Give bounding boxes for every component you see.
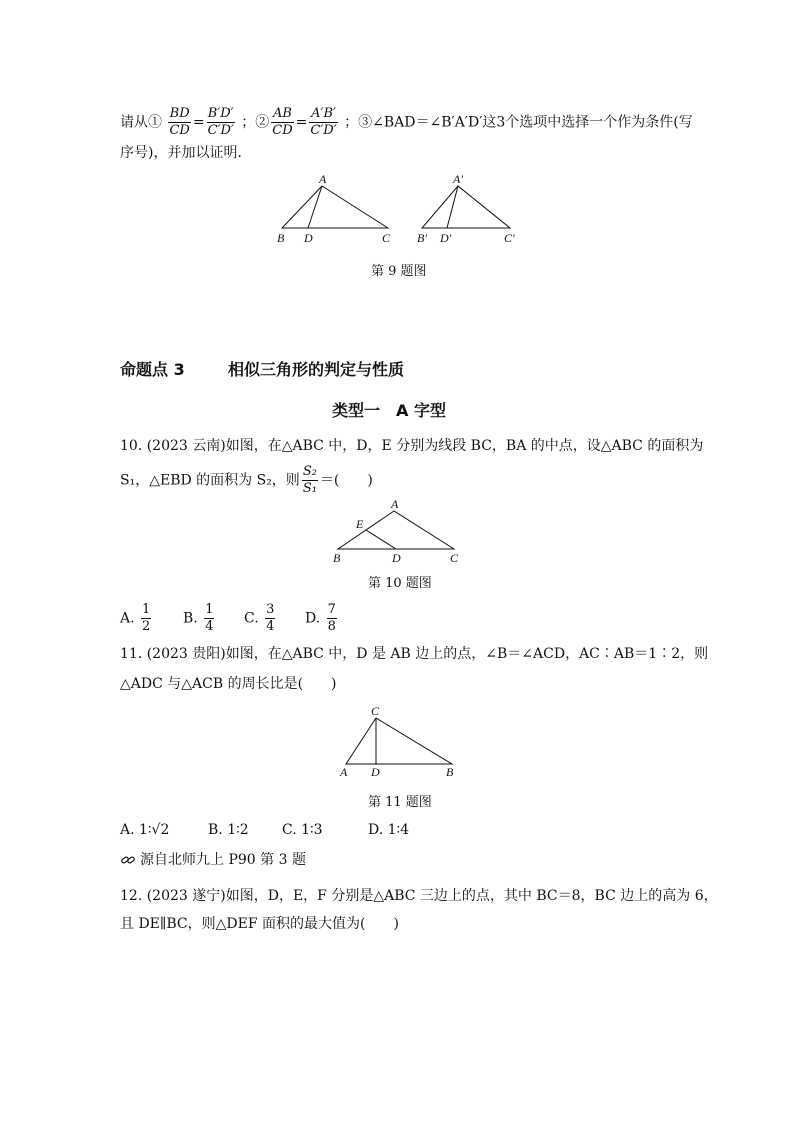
label-d: D <box>304 231 313 245</box>
option-frac <box>141 602 151 635</box>
q11-option-c[interactable]: C. 1∶3 <box>282 822 323 838</box>
segment-ad <box>308 186 322 228</box>
label-b-prime: B′ <box>417 231 427 245</box>
option-label: A. <box>120 610 135 627</box>
triangle-abc <box>346 718 452 764</box>
q11-source-note <box>120 850 306 870</box>
label-c: C <box>382 231 391 245</box>
q10-option-a[interactable] <box>120 602 153 635</box>
label-d-prime: D′ <box>440 231 452 245</box>
q10-ratio-frac <box>302 464 318 497</box>
label-a: A <box>391 497 399 511</box>
q10-figure <box>326 497 466 567</box>
subtype-title: 类型一 A 字型 <box>332 401 446 420</box>
frac-den: 2 <box>142 619 151 634</box>
frac-den: C′D′ <box>207 123 234 138</box>
q12-line1: 12. (2023 遂宁)如图，D，E，F 分别是△ABC 三边上的点，其中 BC＝8，BC 边上的高为 6， <box>120 888 718 904</box>
option-frac <box>204 602 214 635</box>
frac-den: S₁ <box>302 481 317 496</box>
q10-line2 <box>120 464 373 497</box>
q10-caption: 第 10 题图 <box>368 576 432 591</box>
frac-num: 1 <box>142 602 151 617</box>
link-icon <box>120 853 136 867</box>
label-a: A <box>319 172 327 186</box>
q9-opt1-frac-right <box>207 106 235 139</box>
frac-den: C′D′ <box>310 123 337 138</box>
q10-line1: 10. (2023 云南)如图，在△ABC 中，D，E 分别为线段 BC，BA 的中点，设△ABC 的面积为 <box>120 438 704 454</box>
equals-sign: = <box>295 114 308 131</box>
frac-num: B′D′ <box>207 106 234 121</box>
frac-den: CD <box>272 123 293 138</box>
q9-text-line2: 序号)，并加以证明． <box>120 145 252 161</box>
triangle-abc <box>282 186 388 228</box>
frac-den: 4 <box>266 619 275 634</box>
q11-figure <box>334 702 464 780</box>
q9-prefix: 请从① <box>120 114 162 131</box>
q9-figure <box>270 172 530 250</box>
q9-text-line1 <box>120 106 693 139</box>
q11-line2: △ADC 与△ACB 的周长比是( ) <box>120 676 337 692</box>
segment-ed <box>366 530 396 549</box>
q9-sep2: ；③∠BAD＝∠B′A′D′这3个选项中选择一个作为条件(写 <box>344 114 693 131</box>
label-d: D <box>392 551 401 565</box>
frac-num: BD <box>169 106 190 121</box>
label-a-prime: A′ <box>453 172 463 186</box>
q9-opt1-frac-left <box>168 106 190 139</box>
equals-sign: = <box>192 114 205 131</box>
q11-caption: 第 11 题图 <box>368 795 432 810</box>
option-label: C. <box>244 610 259 627</box>
q11-option-d[interactable]: D. 1∶4 <box>368 822 410 838</box>
frac-num: 7 <box>327 602 336 617</box>
option-frac <box>327 602 337 635</box>
q10-line2-b: ＝( ) <box>319 472 373 489</box>
q10-line2-a: S₁，△EBD 的面积为 S₂，则 <box>120 472 300 489</box>
frac-num: AB <box>273 106 292 121</box>
q11-option-a[interactable]: A. 1∶√2 <box>120 822 170 838</box>
frac-num: A′B′ <box>311 106 336 121</box>
q11-option-b[interactable]: B. 1∶2 <box>208 822 249 838</box>
triangle-abc-prime <box>422 186 510 228</box>
q9-opt2-frac-left <box>271 106 293 139</box>
q9-sep1: ；② <box>241 114 270 131</box>
frac-num: 3 <box>266 602 275 617</box>
label-a: A <box>340 765 348 779</box>
section-number: 命题点 3 <box>120 360 185 379</box>
q12-line2: 且 DE∥BC，则△DEF 面积的最大值为( ) <box>120 916 399 932</box>
frac-den: 8 <box>327 619 336 634</box>
frac-num: S₂ <box>302 464 317 479</box>
q11-line1: 11. (2023 贵阳)如图，在△ABC 中，D 是 AB 边上的点，∠B＝∠ACD，AC∶AB＝1∶2，则 <box>120 646 709 662</box>
frac-den: 4 <box>205 619 214 634</box>
option-label: B. <box>183 610 198 627</box>
option-frac <box>265 602 275 635</box>
label-c: C <box>371 704 380 718</box>
label-b: B <box>277 231 285 245</box>
label-d: D <box>371 765 380 779</box>
label-c-prime: C′ <box>504 231 515 245</box>
option-label: D. <box>305 610 321 627</box>
q10-option-c[interactable] <box>244 602 277 635</box>
q10-option-d[interactable] <box>305 602 339 635</box>
frac-num: 1 <box>205 602 214 617</box>
label-c: C <box>450 551 459 565</box>
q9-caption: 第 9 题图 <box>371 264 427 279</box>
section-title: 相似三角形的判定与性质 <box>228 360 405 379</box>
label-e: E <box>356 517 364 531</box>
q9-opt2-frac-right <box>309 106 337 139</box>
q10-option-b[interactable] <box>183 602 216 635</box>
label-b: B <box>333 551 341 565</box>
source-text: 源自北师九上 P90 第 3 题 <box>140 852 306 868</box>
label-b: B <box>446 765 454 779</box>
frac-den: CD <box>169 123 190 138</box>
